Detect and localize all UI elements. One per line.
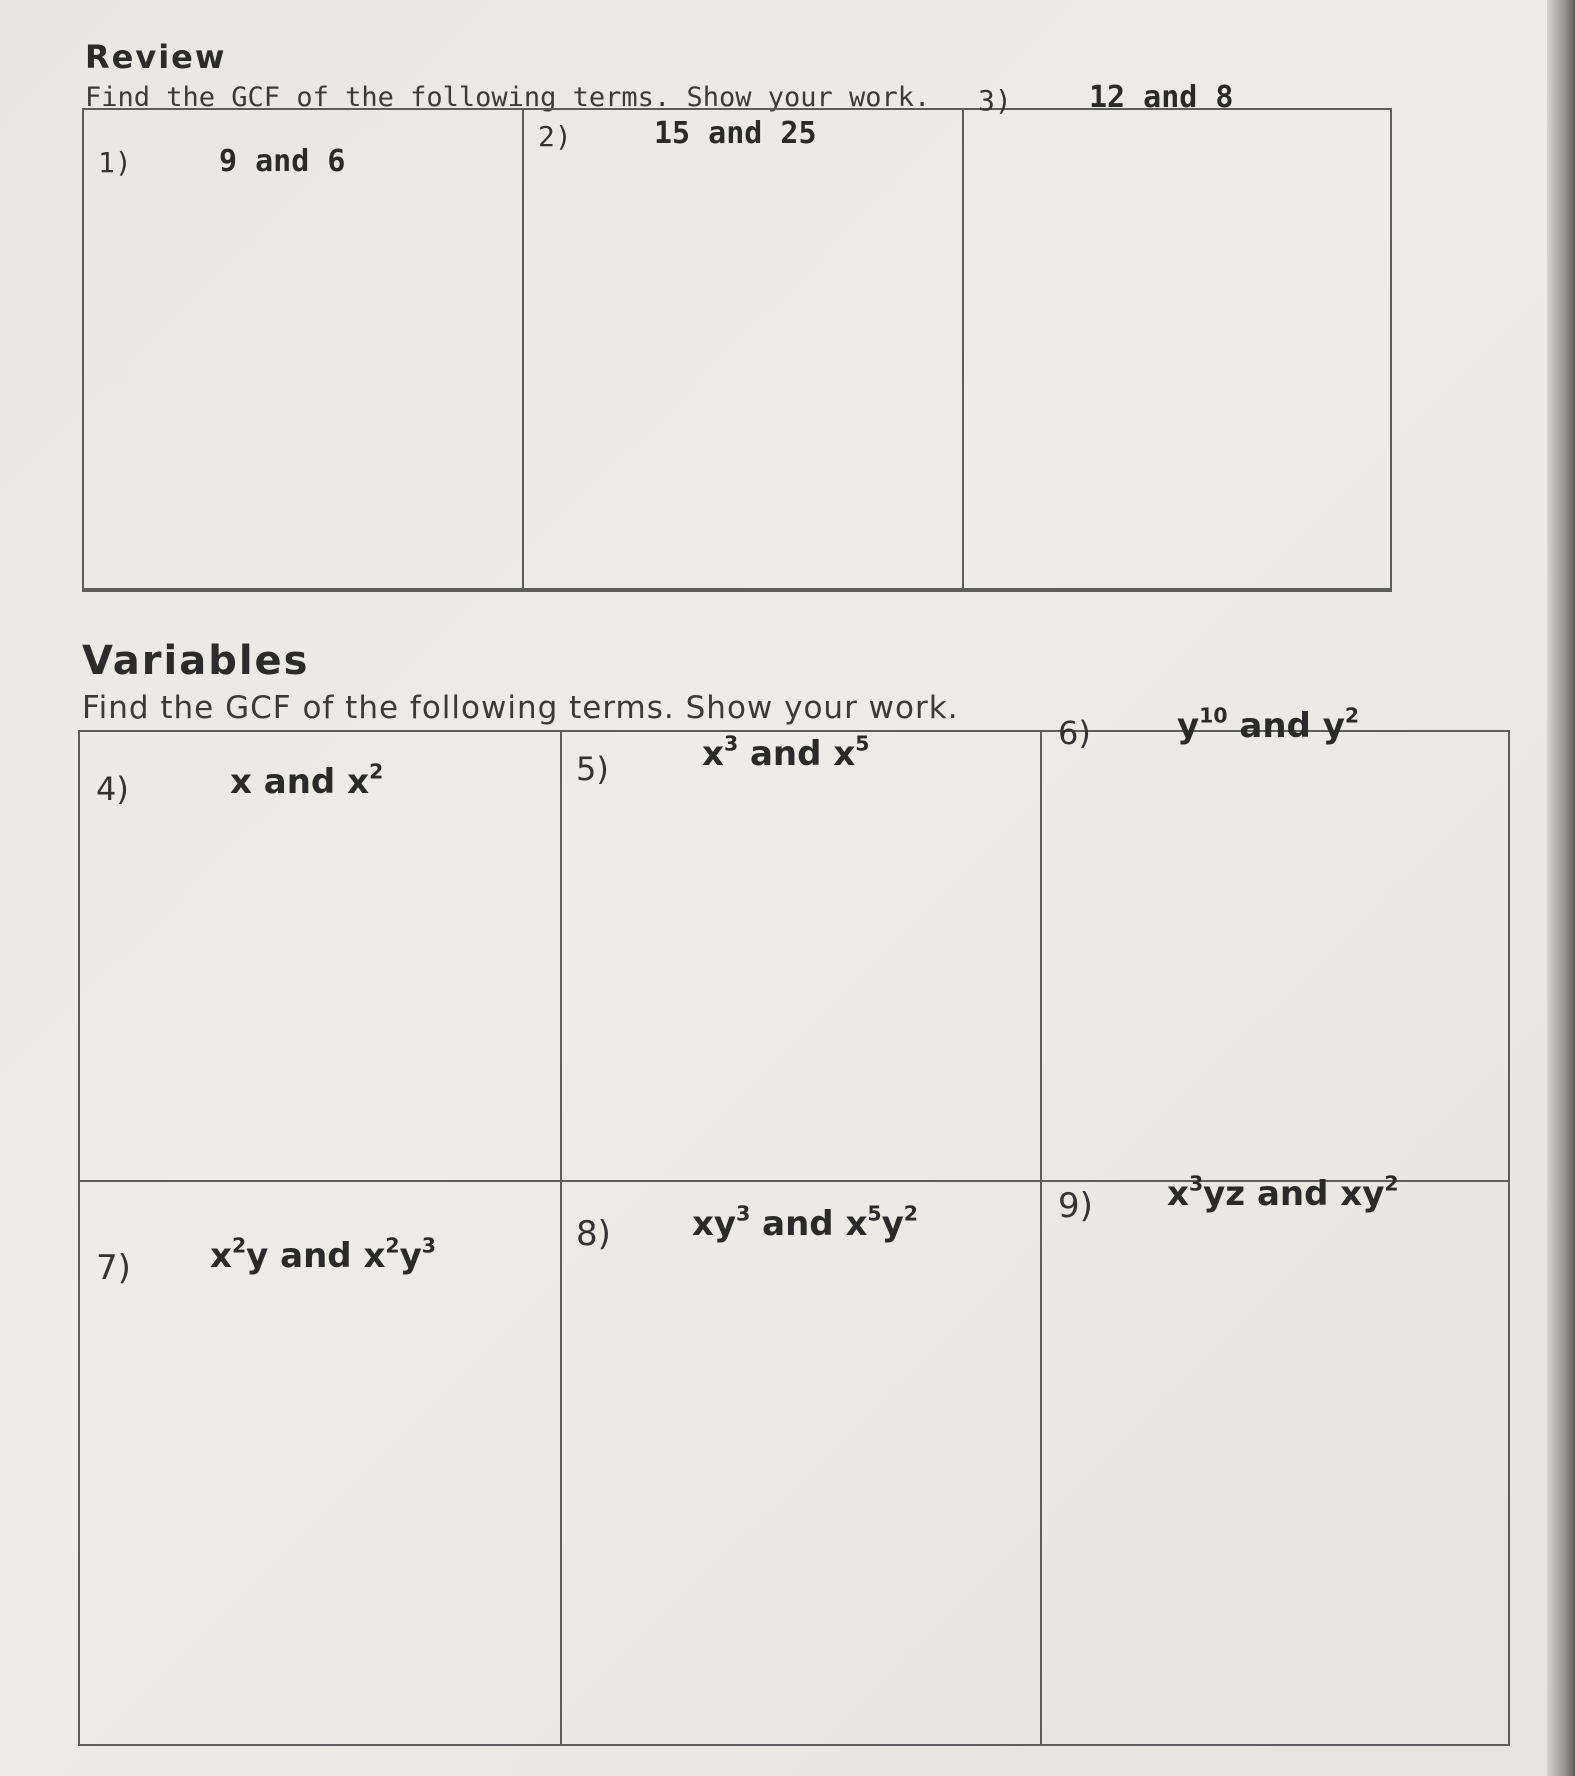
problem-expression: 9 and 6	[219, 144, 346, 179]
variables-cell-8	[562, 1182, 1042, 1744]
variables-cell-5	[562, 732, 1042, 1182]
problem-number: 9)	[1058, 1186, 1093, 1226]
review-title: Review	[85, 38, 227, 76]
problem-number: 2)	[538, 120, 572, 153]
problem-number: 4)	[96, 770, 129, 808]
problem-number: 5)	[576, 750, 609, 788]
variables-cell-9	[1042, 1171, 1508, 1744]
problem-number: 1)	[98, 146, 132, 179]
problem-expression: $y^{10}$ and $y^2$	[1177, 703, 1360, 746]
review-instructions: Find the GCF of the following terms. Show your work.	[85, 82, 931, 113]
review-cell-3	[964, 80, 1390, 590]
problem-number: 7)	[96, 1248, 131, 1288]
variables-instructions: Find the GCF of the following terms. Show your work.	[82, 690, 959, 726]
variables-cell-6	[1042, 703, 1508, 1182]
review-cell-2	[524, 110, 964, 590]
problem-expression: x and $x^2$	[230, 759, 384, 802]
variables-title: Variables	[82, 638, 310, 684]
page-edge	[1547, 0, 1575, 1776]
problem-expression: 12 and 8	[1089, 80, 1234, 115]
problem-number: 3)	[978, 84, 1012, 117]
problem-number: 6)	[1058, 714, 1091, 752]
problem-expression: $x^2y$ and $x^2y^3$	[210, 1233, 436, 1276]
problem-expression: $x^3$ and $x^5$	[702, 731, 870, 774]
variables-cell-7	[80, 1182, 562, 1744]
problem-expression: $xy^3$ and $x^5y^2$	[692, 1201, 918, 1244]
problem-number: 8)	[576, 1214, 611, 1254]
problem-expression: 15 and 25	[654, 116, 817, 151]
review-cell-1	[84, 110, 524, 590]
variables-cell-4	[80, 732, 562, 1182]
problem-expression: $x^3yz$ and $xy^2$	[1167, 1171, 1399, 1214]
